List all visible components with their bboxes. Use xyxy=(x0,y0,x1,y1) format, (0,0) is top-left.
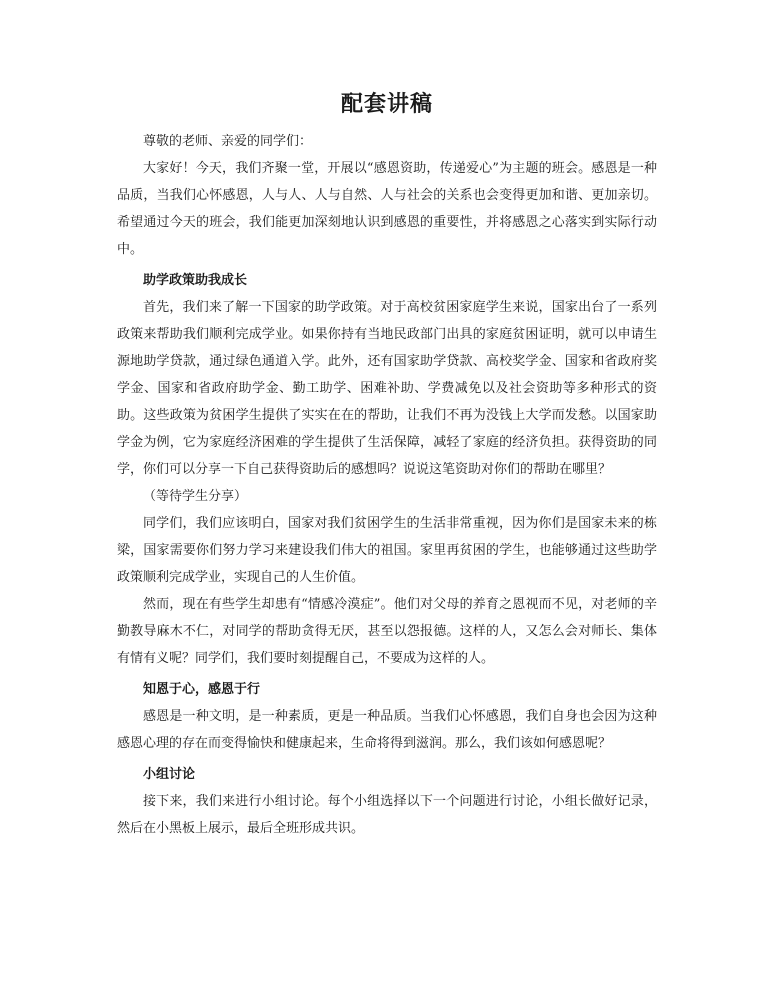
greeting: 尊敬的老师、亲爱的同学们： xyxy=(143,134,313,149)
policy-paragraph-3: 同学们，我们应该明白，国家对我们贫困学生的生活非常重视，因为你们是国家未来的栋梁，国家需要你们努力学习来建设我们伟大的祖国。家里再贫困的学生，也能够通过这些助学政策顺利完成学业，实现自己的人生价值。 xyxy=(117,516,657,585)
document-title: 配套讲稿 xyxy=(340,91,433,117)
intro-paragraph: 大家好！今天，我们齐聚一堂，开展以“感恩资助，传递爱心”为主题的班会。感恩是一种品质，当我们心怀感恩，人与人、人与自然、人与社会的关系也会变得更加和谐、更加亲切。希望通过今天的班会，我们能更加深刻地认识到感恩的重要性，并将感恩之心落实到实际行动中。 xyxy=(117,161,657,257)
discussion-paragraph-1: 接下来，我们来进行小组讨论。每个小组选择以下一个问题进行讨论，小组长做好记录，然后在小黑板上展示，最后全班形成共识。 xyxy=(117,794,657,836)
policy-paragraph-1: 首先，我们来了解一下国家的助学政策。对于高校贫困家庭学生来说，国家出台了一系列政策来帮助我们顺利完成学业。如果你持有当地民政部门出具的家庭贫困证明，就可以申请生源地助学贷款，通过绿色通道入学。此外，还有国家助学贷款、高校奖学金、国家和省政府奖学金、国家和省政府助学金、勤工助学、困难补助、学费减免以及社会资助等多种形式的资助。这些政策为贫困学生提供了实实在在的帮助，让我们不再为没钱上大学而发愁。以国家助学金为例，它为家庭经济困难的学生提供了生活保障，减轻了家庭的经济负担。获得资助的同学，你们可以分享一下自己获得资助后的感想吗？说说这笔资助对你们的帮助在哪里？ xyxy=(117,300,657,477)
section-heading-policy: 助学政策助我成长 xyxy=(143,273,248,288)
gratitude-paragraph-1: 感恩是一种文明，是一种素质，更是一种品质。当我们心怀感恩，我们自身也会因为这种感恩心理的存在而变得愉快和健康起来，生命将得到滋润。那么，我们该如何感恩呢？ xyxy=(117,709,657,751)
section-heading-gratitude: 知恩于心，感恩于行 xyxy=(143,682,261,697)
document-page xyxy=(117,88,657,842)
policy-paragraph-2: （等待学生分享） xyxy=(143,489,248,504)
section-heading-discussion: 小组讨论 xyxy=(143,767,196,782)
policy-paragraph-4: 然而，现在有些学生却患有“情感冷漠症”。他们对父母的养育之恩视而不见，对老师的辛勤教导麻木不仁，对同学的帮助贪得无厌，甚至以怨报德。这样的人，又怎么会对师长、集体有情有义呢？同学们，我们要时刻提醒自己，不要成为这样的人。 xyxy=(117,597,657,666)
